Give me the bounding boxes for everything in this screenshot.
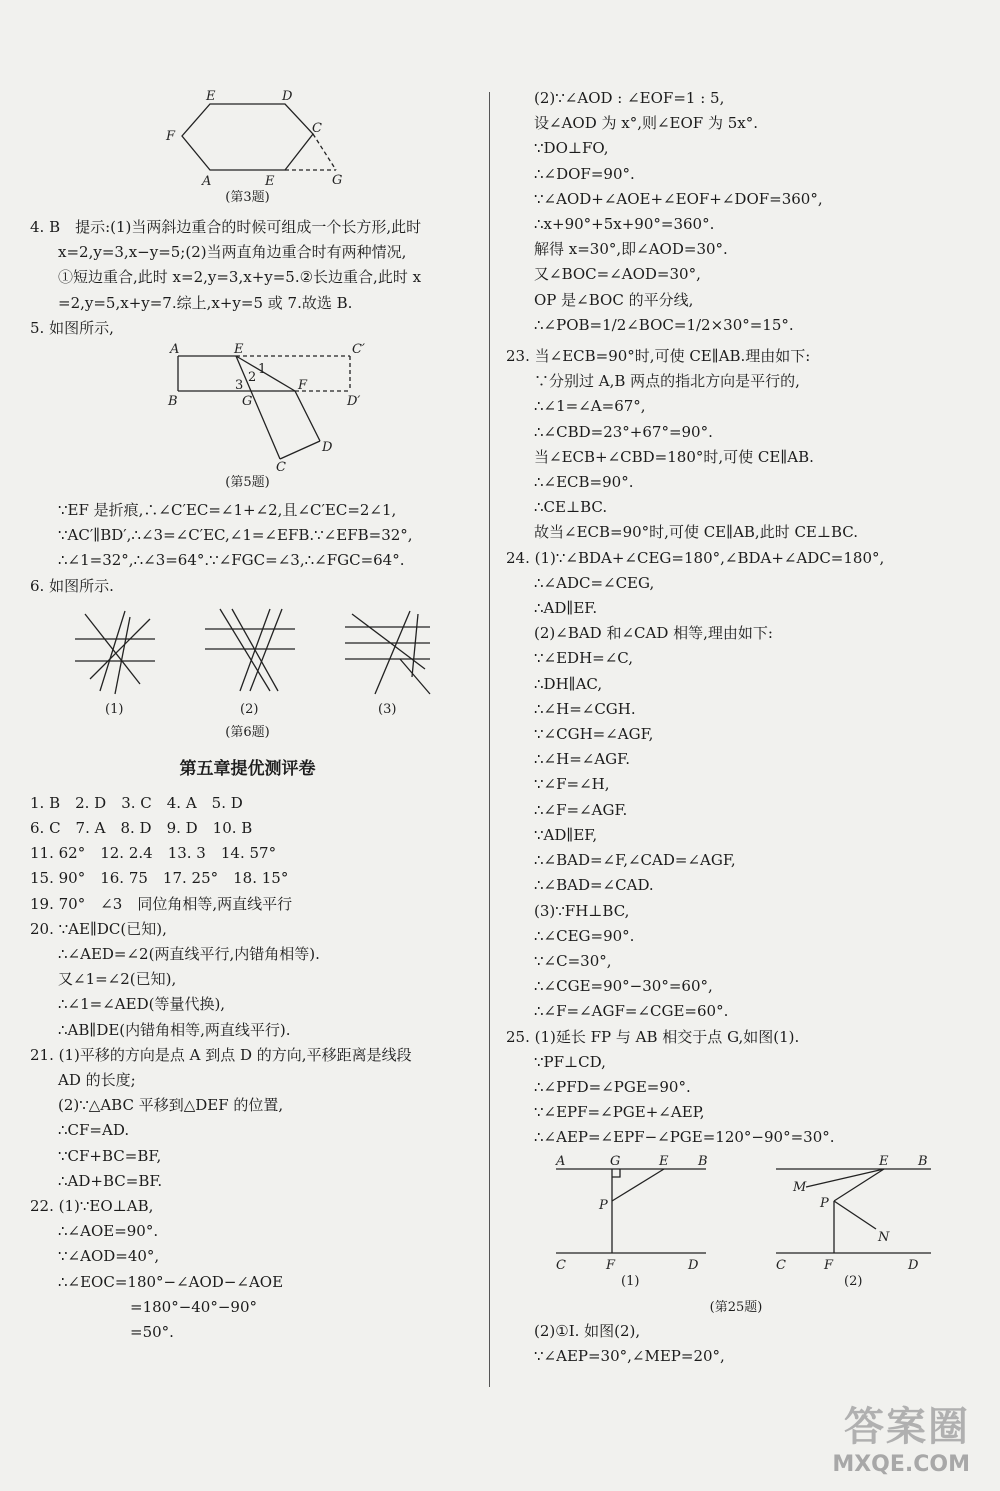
figure-6 <box>30 599 480 715</box>
text-line: (2)∵△ABC 平移到△DEF 的位置, <box>58 1096 284 1115</box>
text-line: =180°−40°−90° <box>130 1297 258 1316</box>
text-line: ∴∠AEP=∠EPF−∠PGE=120°−90°=30°. <box>534 1128 835 1147</box>
question-24 <box>506 546 976 1025</box>
text-line: ∴∠EOC=180°−∠AOD−∠AOE <box>58 1272 284 1291</box>
text-line: ∴∠CEG=90°. <box>534 926 635 945</box>
answer-line: 19. 70° ∠3 同位角相等,两直线平行 <box>30 894 293 913</box>
text-line: AD 的长度; <box>58 1071 136 1090</box>
question-6-intro: 6. 如图所示. <box>30 576 114 595</box>
segment-ME <box>806 1169 884 1187</box>
label-1: 1 <box>258 362 267 378</box>
text-line: ∴∠CGE=90°−30°=60°, <box>534 977 713 996</box>
question-5-text <box>30 498 480 574</box>
label-C: C <box>276 460 286 472</box>
text-line: ∴CF=AD. <box>58 1121 130 1140</box>
text-line: ∴∠H=∠CGH. <box>534 699 636 718</box>
label-G: G <box>332 173 343 186</box>
sub-label-1: (1) <box>621 1273 640 1289</box>
segment-PN <box>834 1201 876 1229</box>
figure-25-caption: (第25题) <box>709 1299 763 1315</box>
text-line: ∵∠C=30°, <box>534 951 612 970</box>
label-C: C <box>776 1257 786 1273</box>
label-B: B <box>918 1153 928 1169</box>
label-D: D <box>322 440 333 456</box>
text-line: ∴∠CBD=23°+67°=90°. <box>534 422 713 441</box>
text-line: ∴∠PFD=∠PGE=90°. <box>534 1077 691 1096</box>
column-divider <box>489 92 490 1387</box>
sub-label-3: (3) <box>378 701 397 715</box>
text-line: OP 是∠BOC 的平分线, <box>534 290 694 309</box>
segment-CD <box>280 441 320 459</box>
label-N: N <box>878 1229 890 1245</box>
text-line: 故当∠ECB=90°时,可使 CE∥AB,此时 CE⊥BC. <box>534 523 859 542</box>
label-A: A <box>556 1153 566 1169</box>
text-line: ∴AD+BC=BF. <box>58 1171 163 1190</box>
text-line: ∵PF⊥CD, <box>534 1052 606 1071</box>
text-line: ∴∠1=∠A=67°, <box>534 397 646 416</box>
label-F: F <box>606 1257 616 1273</box>
text-line: (2)∵∠AOD : ∠EOF=1 : 5, <box>534 89 725 107</box>
text-line: ∵∠AOD+∠AOE+∠EOF+∠DOF=360°, <box>534 189 823 208</box>
text-line: ∵分别过 A,B 两点的指北方向是平行的, <box>534 372 800 391</box>
question-25-part-2 <box>506 1319 976 1369</box>
label-D: D <box>688 1257 699 1273</box>
segment-DF <box>295 391 320 441</box>
question-22-part-2 <box>506 86 976 338</box>
text-line: ∴AB∥DE(内错角相等,两直线平行). <box>58 1020 291 1039</box>
text-line: ∴x+90°+5x+90°=360°. <box>534 215 715 234</box>
label-G: G <box>610 1153 621 1169</box>
text-line: ∴∠F=∠AGF=∠CGE=60°. <box>534 1002 729 1021</box>
label-D: D <box>908 1257 919 1273</box>
text-line: ∴∠ECB=90°. <box>534 473 634 492</box>
left-column <box>30 86 480 1345</box>
figure-25-diagram <box>506 1151 976 1296</box>
text-line: 又∠BOC=∠AOD=30°, <box>534 265 701 284</box>
watermark-logo-text: 答案圈 <box>844 1404 970 1450</box>
hexagon-shape <box>182 104 313 170</box>
figure-25 <box>506 1151 976 1296</box>
figure-5-diagram <box>30 341 480 471</box>
text-line: ∴∠1=32°,∴∠3=64°.∵∠FGC=∠3,∴∠FGC=64°. <box>58 551 405 570</box>
label-E: E <box>206 89 216 104</box>
text-line: 20. ∵AE∥DC(已知), <box>30 919 167 938</box>
right-angle-mark <box>612 1169 620 1177</box>
text-line: 又∠1=∠2(已知), <box>58 970 177 989</box>
text-line: x=2,y=3,x−y=5;(2)当两直角边重合时有两种情况, <box>58 243 407 262</box>
label-D1: D′ <box>347 394 361 410</box>
label-G: G <box>242 394 253 410</box>
question-23 <box>506 344 976 546</box>
dashed-segment <box>313 134 336 170</box>
text-line: ①短边重合,此时 x=2,y=3,x+y=5.②长边重合,此时 x <box>58 268 422 287</box>
figure-6-part-2 <box>205 609 295 715</box>
figure-3 <box>30 86 480 186</box>
text-line: ∴∠AOE=90°. <box>58 1222 159 1241</box>
text-line: ∵AC′∥BD′,∴∠3=∠C′EC,∠1=∠EFB.∵∠EFB=32°, <box>58 526 413 545</box>
label-A: A <box>202 174 212 186</box>
question-22 <box>30 1194 480 1345</box>
sub-label-2: (2) <box>844 1273 863 1289</box>
text-line: ∵∠EDH=∠C, <box>534 649 634 668</box>
label-C1: C′ <box>352 342 365 358</box>
figure-6-caption: (第6题) <box>225 724 270 740</box>
text-line: ∵∠AEP=30°,∠MEP=20°, <box>534 1346 725 1365</box>
text-line: ∴∠DOF=90°. <box>534 164 635 183</box>
label-F: F <box>298 378 308 394</box>
sub-label-2: (2) <box>240 701 259 715</box>
text-line: 22. (1)∵EO⊥AB, <box>30 1197 154 1216</box>
label-M: M <box>793 1179 807 1195</box>
answer-line: 1. B 2. D 3. C 4. A 5. D <box>30 793 243 812</box>
label-A: A <box>170 342 180 358</box>
text-line: ∵∠CGH=∠AGF, <box>534 725 654 744</box>
text-line: 当∠ECB+∠CBD=180°时,可使 CE∥AB. <box>534 447 814 466</box>
question-21 <box>30 1043 480 1194</box>
label-E: E <box>879 1153 889 1169</box>
text-line: (3)∵FH⊥BC, <box>534 901 630 920</box>
text-line: =2,y=5,x+y=7.综上,x+y=5 或 7.故选 B. <box>58 293 353 312</box>
label-B: B <box>168 394 178 410</box>
text-line: ∴CE⊥BC. <box>534 498 608 517</box>
question-20 <box>30 917 480 1043</box>
answer-line: 6. C 7. A 8. D 9. D 10. B <box>30 819 253 838</box>
label-C: C <box>556 1257 566 1273</box>
text-line: 23. 当∠ECB=90°时,可使 CE∥AB.理由如下: <box>506 347 811 366</box>
text-line: (2)∠BAD 和∠CAD 相等,理由如下: <box>534 624 773 643</box>
label-E: E <box>659 1153 669 1169</box>
text-line: ∴∠H=∠AGF. <box>534 750 630 769</box>
text-line: 24. (1)∵∠BDA+∠CEG=180°,∠BDA+∠ADC=180°, <box>506 548 885 567</box>
answer-line: 11. 62° 12. 2.4 13. 3 14. 57° <box>30 844 277 863</box>
label-E: E <box>234 342 244 358</box>
text-line: ∴∠AED=∠2(两直线平行,内错角相等). <box>58 945 320 964</box>
text-line: ∴AD∥EF. <box>534 599 598 618</box>
question-25 <box>506 1025 976 1151</box>
label-2: 2 <box>248 370 257 386</box>
text-line: 设∠AOD 为 x°,则∠EOF 为 5x°. <box>534 114 759 133</box>
answer-key <box>30 791 480 917</box>
segment-PE <box>834 1169 884 1201</box>
label-B: B <box>698 1153 708 1169</box>
figure-6-diagram <box>30 599 480 715</box>
figure-3-diagram <box>30 86 480 186</box>
label-P: P <box>820 1195 829 1211</box>
text-line: ∴∠BAD=∠CAD. <box>534 876 654 895</box>
text-line: ∴∠BAD=∠F,∠CAD=∠AGF, <box>534 851 736 870</box>
text-line: ∵∠EPF=∠PGE+∠AEP, <box>534 1103 705 1122</box>
figure-25-part-2 <box>776 1154 931 1289</box>
figure-6-part-3 <box>345 611 430 715</box>
text-line: ∵∠AOD=40°, <box>58 1247 160 1266</box>
label-C: C <box>312 121 322 136</box>
figure-3-caption: (第3题) <box>225 190 270 205</box>
text-line: ∴∠1=∠AED(等量代换), <box>58 995 226 1014</box>
text-line: ∵DO⊥FO, <box>534 139 609 158</box>
text-line: ∴∠F=∠AGF. <box>534 800 628 819</box>
text-line: 21. (1)平移的方向是点 A 到点 D 的方向,平移距离是线段 <box>30 1045 412 1064</box>
figure-5-caption: (第5题) <box>225 475 270 491</box>
text-line: =50°. <box>130 1323 174 1342</box>
label-D: D <box>282 89 293 104</box>
text-line: (2)①Ⅰ. 如图(2), <box>534 1321 641 1340</box>
label-3: 3 <box>235 378 244 394</box>
watermark <box>832 1395 970 1477</box>
question-5-intro: 5. 如图所示, <box>30 318 114 337</box>
text-line: ∴∠POB=1/2∠BOC=1/2×30°=15°. <box>534 315 794 334</box>
figure-6-part-1 <box>75 611 155 715</box>
label-F: F <box>166 129 176 144</box>
text-line: ∴∠ADC=∠CEG, <box>534 573 655 592</box>
text-line: ∵EF 是折痕,∴∠C′EC=∠1+∠2,且∠C′EC=2∠1, <box>58 501 397 520</box>
watermark-url: MXQE.COM <box>832 1452 970 1477</box>
text-line: 25. (1)延长 FP 与 AB 相交于点 G,如图(1). <box>506 1027 800 1046</box>
chapter-title: 第五章提优测评卷 <box>179 758 316 779</box>
text-line: ∴DH∥AC, <box>534 674 603 693</box>
figure-5 <box>30 341 480 471</box>
label-E2: E <box>265 174 275 186</box>
text-line: 4. B 提示:(1)当两斜边重合的时候可组成一个长方形,此时 <box>30 218 422 236</box>
answer-line: 15. 90° 16. 75 17. 25° 18. 15° <box>30 869 289 888</box>
text-line: 解得 x=30°,即∠AOD=30°. <box>534 240 728 259</box>
label-P: P <box>599 1197 608 1213</box>
question-4 <box>30 215 480 316</box>
text-line: ∵AD∥EF, <box>534 825 598 844</box>
figure-25-part-1 <box>555 1154 708 1289</box>
text-line: ∵CF+BC=BF, <box>58 1146 162 1165</box>
text-line: ∵∠F=∠H, <box>534 775 610 794</box>
label-F: F <box>824 1257 834 1273</box>
sub-label-1: (1) <box>105 701 124 715</box>
right-column <box>506 86 976 1369</box>
